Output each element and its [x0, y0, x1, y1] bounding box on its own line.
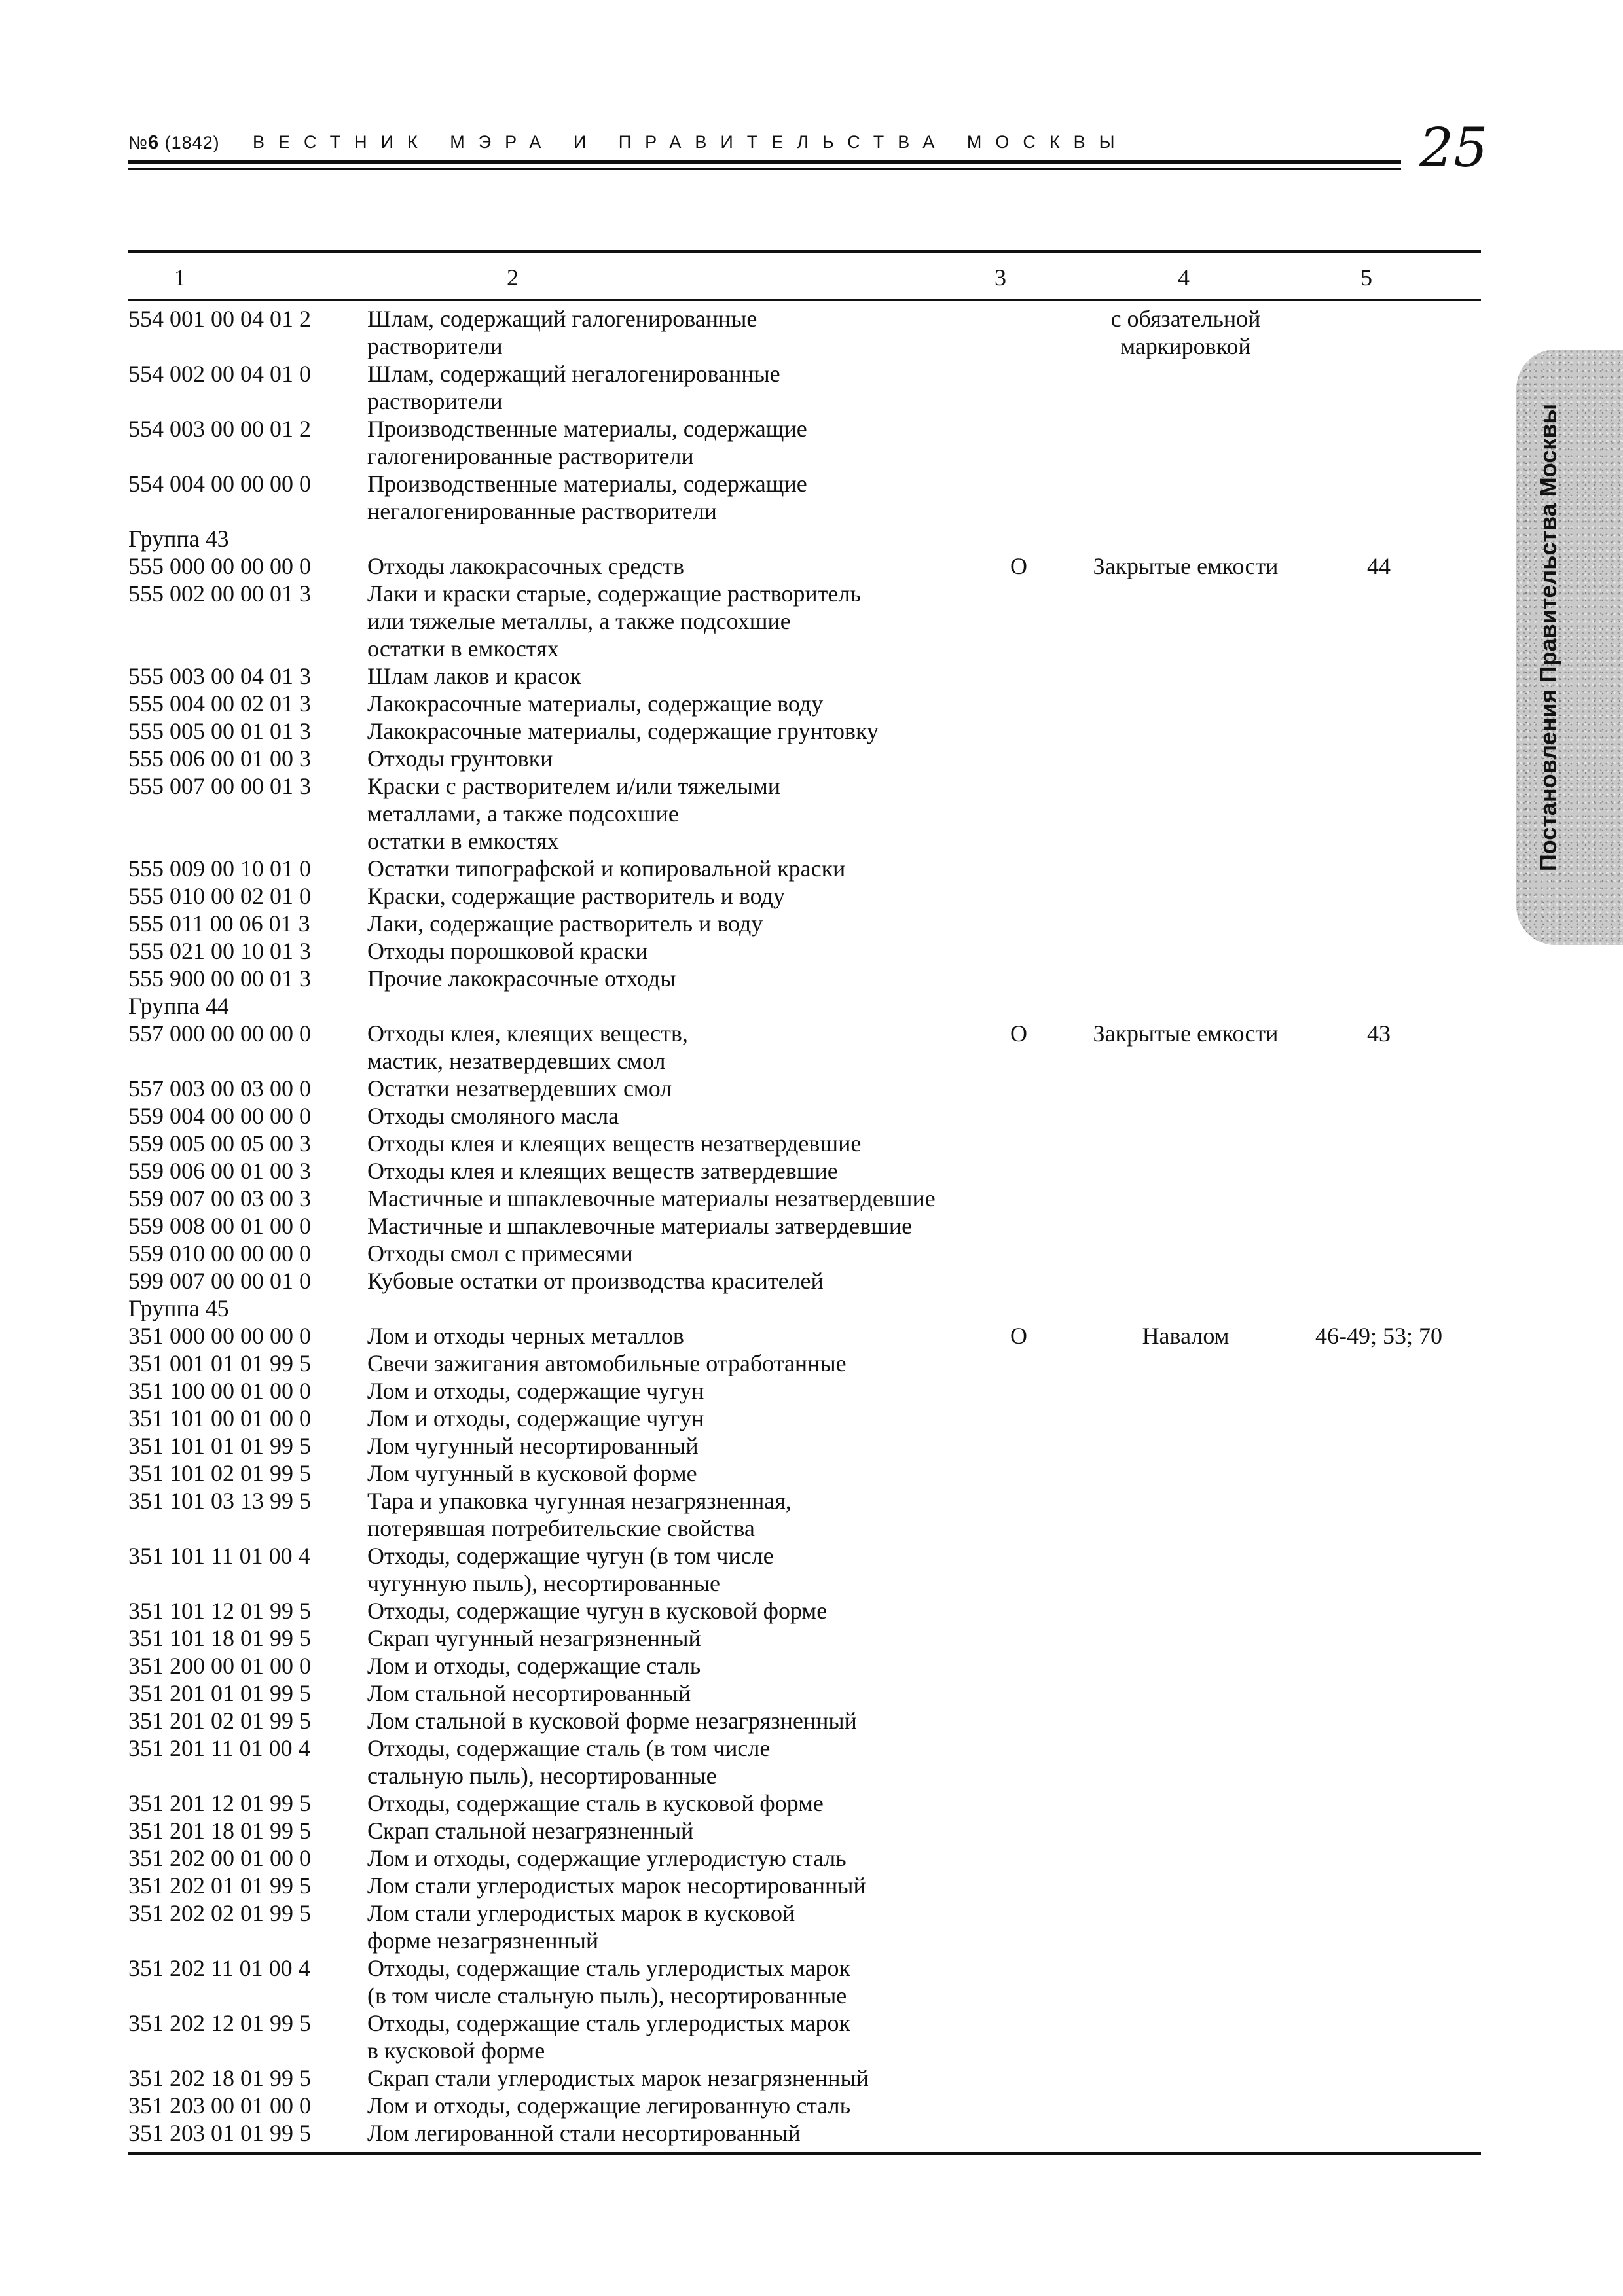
waste-code: 557 000 00 00 00 0: [128, 1020, 311, 1047]
table-row: [128, 1130, 1481, 1157]
waste-code: 555 005 00 01 01 3: [128, 718, 311, 744]
waste-code: 559 004 00 00 00 0: [128, 1103, 311, 1129]
waste-name: Лом чугунный несортированный: [367, 1433, 699, 1459]
table-row: [128, 1954, 1481, 2009]
waste-code: 351 202 11 01 00 4: [128, 1955, 310, 1981]
table-row: [128, 1624, 1481, 1652]
table-row: [128, 1267, 1481, 1295]
waste-classification-table: [128, 250, 1481, 2155]
waste-name: Отходы клея, клеящих веществ, мастик, незатвердевших смол: [367, 1020, 688, 1074]
waste-name: Скрап чугунный незагрязненный: [367, 1625, 701, 1651]
table-row: [128, 690, 1481, 717]
waste-name: Отходы, содержащие сталь углеродистых марок в кусковой форме: [367, 2010, 851, 2064]
waste-name: Кубовые остатки от производства красителей: [367, 1268, 824, 1294]
waste-code: 555 000 00 00 00 0: [128, 553, 311, 579]
table-row: [128, 910, 1481, 937]
section-side-tab: [1516, 350, 1623, 945]
hazard-mark: О: [1010, 1020, 1027, 1047]
waste-code: 351 202 12 01 99 5: [128, 2010, 311, 2036]
waste-code: 559 006 00 01 00 3: [128, 1158, 311, 1184]
column-number: 3: [994, 264, 1006, 291]
waste-name: Лом и отходы, содержащие углеродистую сталь: [367, 1845, 847, 1871]
waste-code: 351 101 03 13 99 5: [128, 1488, 311, 1514]
table-row: [128, 2092, 1481, 2119]
waste-name: Лом стали углеродистых марок в кусковой форме незагрязненный: [367, 1900, 795, 1954]
waste-code: 555 002 00 00 01 3: [128, 581, 311, 607]
table-row: [128, 1899, 1481, 1954]
waste-code: 351 203 01 01 99 5: [128, 2120, 311, 2146]
waste-name: Производственные материалы, содержащие галогенированные растворители: [367, 416, 807, 469]
incompatible-groups: 43: [1367, 1020, 1391, 1047]
waste-name: Отходы, содержащие сталь (в том числе стальную пыль), несортированные: [367, 1735, 771, 1789]
waste-name: Отходы смол с примесями: [367, 1240, 633, 1266]
running-header: [128, 130, 1401, 169]
waste-code: 554 003 00 00 01 2: [128, 416, 311, 442]
group-label: Группа 44: [128, 993, 229, 1019]
waste-code: 351 203 00 01 00 0: [128, 2092, 311, 2119]
column-number: 2: [507, 264, 519, 291]
table-row: [128, 1102, 1481, 1130]
waste-code: 351 200 00 01 00 0: [128, 1653, 311, 1679]
waste-name: Отходы грунтовки: [367, 745, 553, 772]
table-row: [128, 1652, 1481, 1679]
waste-name: Лом стальной в кусковой форме незагрязненный: [367, 1708, 857, 1734]
table-row: [128, 1844, 1481, 1872]
table-row: [128, 305, 1481, 360]
table-row: [128, 470, 1481, 525]
waste-code: 554 001 00 04 01 2: [128, 306, 311, 332]
waste-name: Лом легированной стали несортированный: [367, 2120, 801, 2146]
table-row: [128, 360, 1481, 415]
waste-code: 559 008 00 01 00 0: [128, 1213, 311, 1239]
waste-name: Отходы лакокрасочных средств: [367, 553, 685, 579]
table-row: [128, 937, 1481, 965]
waste-code: 555 900 00 00 01 3: [128, 965, 311, 992]
waste-name: Тара и упаковка чугунная незагрязненная, потерявшая потребительские свойства: [367, 1488, 792, 1541]
waste-name: Лом и отходы, содержащие чугун: [367, 1378, 704, 1404]
table-row: [128, 415, 1481, 470]
waste-name: Лом стали углеродистых марок несортированный: [367, 1873, 866, 1899]
table-row: [128, 1542, 1481, 1597]
waste-code: 559 007 00 03 00 3: [128, 1185, 311, 1211]
group-label: Группа 45: [128, 1295, 229, 1321]
table-row: [128, 1460, 1481, 1487]
section-side-tab-label: Постановления Правительства Москвы: [1535, 403, 1561, 872]
column-number: 5: [1360, 264, 1372, 291]
waste-code: 351 201 18 01 99 5: [128, 1818, 311, 1844]
incompatible-groups: 44: [1367, 553, 1391, 579]
storage-method: Навалом: [1142, 1323, 1230, 1349]
table-row: [128, 1432, 1481, 1460]
header-rule-thick: [128, 160, 1401, 164]
waste-name: Лом и отходы, содержащие чугун: [367, 1405, 704, 1431]
waste-name: Отходы смоляного масла: [367, 1103, 619, 1129]
waste-code: 555 021 00 10 01 3: [128, 938, 311, 964]
table-row: [128, 772, 1481, 855]
table-row: [128, 1157, 1481, 1185]
waste-name: Скрап стали углеродистых марок незагрязненный: [367, 2065, 869, 2091]
waste-name: Отходы, содержащие чугун в кусковой форме: [367, 1598, 828, 1624]
table-row: [128, 662, 1481, 690]
waste-code: 351 201 02 01 99 5: [128, 1708, 311, 1734]
waste-name: Лом стальной несортированный: [367, 1680, 691, 1706]
table-row: [128, 1597, 1481, 1624]
waste-name: Лом и отходы, содержащие сталь: [367, 1653, 701, 1679]
waste-code: 555 006 00 01 00 3: [128, 745, 311, 772]
table-row: [128, 1377, 1481, 1405]
waste-code: 554 002 00 04 01 0: [128, 361, 311, 387]
waste-name: Отходы клея и клеящих веществ незатвердевшие: [367, 1130, 862, 1157]
waste-code: 351 202 18 01 99 5: [128, 2065, 311, 2091]
table-row: [128, 580, 1481, 662]
waste-name: Мастичные и шпаклевочные материалы незатвердевшие: [367, 1185, 936, 1211]
waste-name: Производственные материалы, содержащие негалогенированные растворители: [367, 471, 807, 524]
waste-code: 351 101 01 01 99 5: [128, 1433, 311, 1459]
waste-name: Лаки и краски старые, содержащие растворитель или тяжелые металлы, а также подсохшие остатки в емкостях: [367, 581, 861, 662]
waste-name: Отходы, содержащие сталь углеродистых марок (в том числе стальную пыль), несортированные: [367, 1955, 851, 2009]
waste-name: Лаки, содержащие растворитель и воду: [367, 910, 763, 937]
table-row: [128, 2064, 1481, 2092]
waste-code: 351 101 00 01 00 0: [128, 1405, 311, 1431]
table-row: [128, 1322, 1481, 1350]
waste-code: 351 000 00 00 00 0: [128, 1323, 311, 1349]
waste-code: 559 010 00 00 00 0: [128, 1240, 311, 1266]
waste-code: 351 201 12 01 99 5: [128, 1790, 311, 1816]
table-row: [128, 1020, 1481, 1075]
waste-name: Лакокрасочные материалы, содержащие воду: [367, 691, 824, 717]
table-row: [128, 1405, 1481, 1432]
table-row: [128, 1789, 1481, 1817]
waste-name: Лом и отходы, содержащие легированную сталь: [367, 2092, 851, 2119]
waste-name: Лакокрасочные материалы, содержащие грунтовку: [367, 718, 879, 744]
waste-name: Лом чугунный в кусковой форме: [367, 1460, 697, 1486]
waste-name: Лом и отходы черных металлов: [367, 1323, 684, 1349]
waste-code: 555 010 00 02 01 0: [128, 883, 311, 909]
table-row: [128, 1734, 1481, 1789]
waste-name: Шлам лаков и красок: [367, 663, 581, 689]
table-row: [128, 882, 1481, 910]
issue-number: №6 (1842): [128, 132, 220, 153]
waste-code: 351 100 00 01 00 0: [128, 1378, 311, 1404]
table-row: [128, 2119, 1481, 2147]
table-row: [128, 1872, 1481, 1899]
waste-name: Остатки незатвердевших смол: [367, 1075, 672, 1102]
waste-code: 599 007 00 00 01 0: [128, 1268, 311, 1294]
waste-code: 555 009 00 10 01 0: [128, 855, 311, 882]
waste-code: 351 201 11 01 00 4: [128, 1735, 310, 1761]
waste-code: 555 004 00 02 01 3: [128, 691, 311, 717]
table-row: [128, 1487, 1481, 1542]
table-row: [128, 552, 1481, 580]
waste-code: 351 202 01 01 99 5: [128, 1873, 311, 1899]
table-row: [128, 1350, 1481, 1377]
waste-name: Остатки типографской и копировальной краски: [367, 855, 846, 882]
waste-code: 555 011 00 06 01 3: [128, 910, 310, 937]
table-row: [128, 2009, 1481, 2064]
table-bottom-rule: [128, 2152, 1481, 2155]
group-heading: [128, 992, 1481, 1020]
waste-name: Краски с растворителем и/или тяжелыми металлами, а также подсохшие остатки в емкостях: [367, 773, 781, 854]
table-body: [128, 301, 1481, 2147]
waste-name: Шлам, содержащий галогенированные растворители: [367, 306, 757, 359]
hazard-mark: О: [1010, 553, 1027, 579]
waste-name: Скрап стальной незагрязненный: [367, 1818, 694, 1844]
header-rule-thin: [128, 168, 1401, 170]
waste-name: Шлам, содержащий негалогенированные растворители: [367, 361, 780, 414]
table-row: [128, 1075, 1481, 1102]
storage-method: Закрытые емкости: [1093, 553, 1279, 579]
waste-code: 554 004 00 00 00 0: [128, 471, 311, 497]
journal-title: ВЕСТНИК МЭРА И ПРАВИТЕЛЬСТВА МОСКВЫ: [253, 132, 1129, 152]
waste-code: 351 101 12 01 99 5: [128, 1598, 311, 1624]
waste-name: Мастичные и шпаклевочные материалы затвердевшие: [367, 1213, 913, 1239]
table-row: [128, 1679, 1481, 1707]
column-number: 1: [174, 264, 186, 291]
table-row: [128, 745, 1481, 772]
waste-code: 351 202 02 01 99 5: [128, 1900, 311, 1926]
waste-name: Отходы, содержащие чугун (в том числе чугунную пыль), несортированные: [367, 1543, 774, 1596]
waste-name: Краски, содержащие растворитель и воду: [367, 883, 785, 909]
waste-code: 351 202 00 01 00 0: [128, 1845, 311, 1871]
waste-code: 351 101 18 01 99 5: [128, 1625, 311, 1651]
column-number: 4: [1178, 264, 1190, 291]
page-number: 25: [1419, 117, 1488, 179]
table-row: [128, 1212, 1481, 1240]
incompatible-groups: 46-49; 53; 70: [1315, 1323, 1442, 1349]
table-row: [128, 1185, 1481, 1212]
waste-code: 559 005 00 05 00 3: [128, 1130, 311, 1157]
table-row: [128, 965, 1481, 992]
waste-name: Свечи зажигания автомобильные отработанные: [367, 1350, 847, 1376]
waste-code: 351 001 01 01 99 5: [128, 1350, 311, 1376]
waste-code: 351 101 02 01 99 5: [128, 1460, 311, 1486]
table-row: [128, 1240, 1481, 1267]
waste-code: 557 003 00 03 00 0: [128, 1075, 311, 1102]
waste-code: 351 201 01 01 99 5: [128, 1680, 311, 1706]
table-row: [128, 855, 1481, 882]
group-label: Группа 43: [128, 526, 229, 552]
storage-method: Закрытые емкости: [1093, 1020, 1279, 1047]
hazard-mark: О: [1010, 1323, 1027, 1349]
waste-name: Отходы порошковой краски: [367, 938, 648, 964]
column-number-row: [128, 253, 1481, 299]
waste-code: 555 007 00 00 01 3: [128, 773, 311, 799]
waste-code: 351 101 11 01 00 4: [128, 1543, 310, 1569]
table-row: [128, 1707, 1481, 1734]
waste-name: Отходы, содержащие сталь в кусковой форме: [367, 1790, 824, 1816]
table-row: [128, 717, 1481, 745]
storage-method: с обязательной маркировкой: [1110, 306, 1261, 359]
group-heading: [128, 1295, 1481, 1322]
waste-name: Прочие лакокрасочные отходы: [367, 965, 676, 992]
waste-code: 555 003 00 04 01 3: [128, 663, 311, 689]
table-row: [128, 1817, 1481, 1844]
waste-name: Отходы клея и клеящих веществ затвердевшие: [367, 1158, 838, 1184]
group-heading: [128, 525, 1481, 552]
